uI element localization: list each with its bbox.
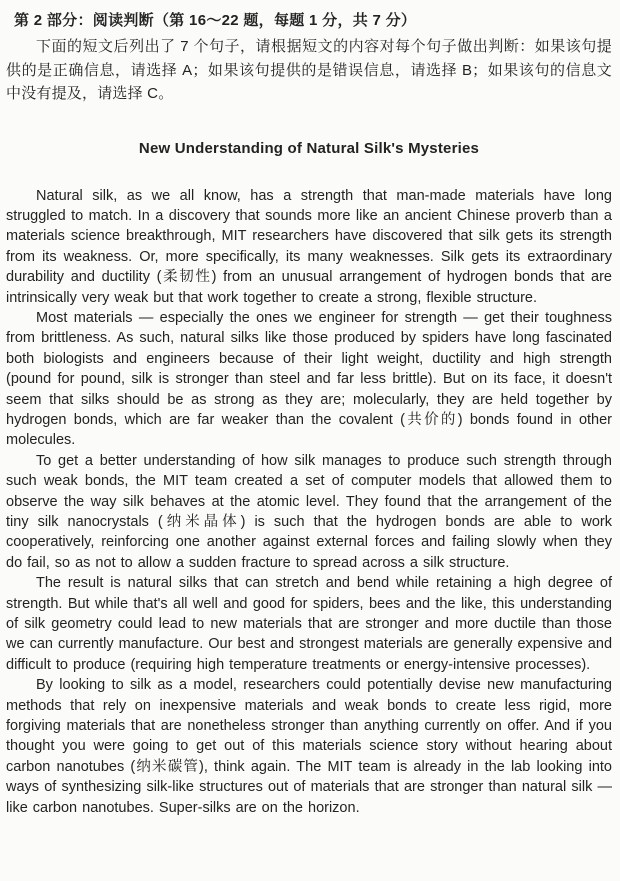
article-paragraph-4: The result is natural silks that can stretch and bend while retaining a high degree of strength. But while that's all well and good for spiders, bees and the like, this understanding of silk geometry could lead to new materials that are stronger and more ductile than those we can currently manufacture. Our best and strongest materials are generally expensive and difficult to produce (requiring high temperature treatments or energy-intensive processes). — [6, 575, 613, 673]
article-paragraph-3: To get a better understanding of how silk manages to produce such strength through such weak bonds, the MIT team created a set of computer models that allowed them to observe the way silk behaves at the atomic level. They found that the arrangement of the tiny silk nanocrystals (纳米晶体) is such that the hydrogen bonds are able to work cooperatively, reinforcing one another against external forces and failing slowly when they do fail, so as not to allow a sudden fracture to spread across a silk structure. — [6, 452, 612, 571]
article-paragraph-1: Natural silk, as we all know, has a strength that man-made materials have long struggled to match. In a discovery that sounds more like an ancient Chinese proverb than a materials science breakthrough, MIT researchers have discovered that silk gets its strength from its weakness. Or, more specifically, its many weaknesses. Silk gets its extraordinary durability and ductility (柔韧性) from an unusual arrangement of hydrogen bonds that are intrinsically very weak but that work together to create a strong, flexible structure. — [6, 187, 612, 306]
article-paragraph-5: By looking to silk as a model, researchers could potentially devise new manufacturing methods that rely on inexpensive materials and weak bonds to create less rigid, more forgiving materials that are nonetheless stronger than anything currently on offer. And if you thought you were going to get out of this materials science story without hearing about carbon nanotubes (纳米碳管), think again. The MIT team is already in the lab looking into ways of synthesizing silk-like structures out of materials that are stronger than natural silk — like carbon nanotubes. Super-silks are on the horizon. — [6, 677, 612, 816]
instructions-text: 下面的短文后列出了 7 个句子，请根据短文的内容对每个句子做出判断：如果该句提供的是正确信息，请选择 A；如果该句提供的是错误信息，请选择 B；如果该句的信息文中没有提及，请选择 C。 — [6, 38, 612, 102]
article-title: New Understanding of Natural Silk's Mysteries — [138, 139, 480, 157]
article-paragraph-2: Most materials — especially the ones we engineer for strength — get their toughness from brittleness. As such, natural silks like those produced by spiders have long fascinated both biologists and engineers because of their light weight, ductility and high strength (pound for pound, silk is stronger than steel and far less brittle). But on its face, it doesn't seem that silks should be as strong as they are; molecularly, they are held together by hydrogen bonds, which are far weaker than the covalent (共价的) bonds found in other molecules. — [6, 309, 612, 449]
section-header: 第 2 部分：阅读判断（第 16～22 题，每题 1 分，共 7 分） — [14, 12, 417, 29]
